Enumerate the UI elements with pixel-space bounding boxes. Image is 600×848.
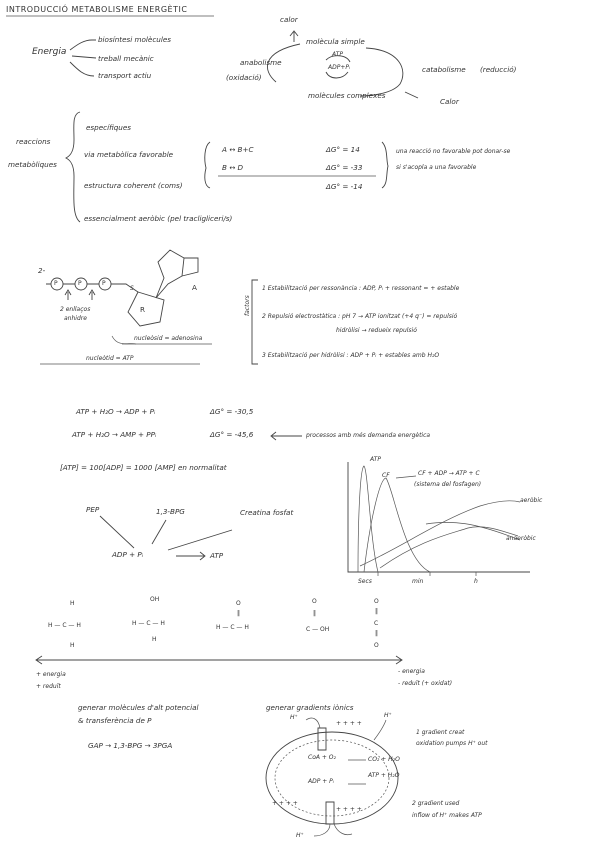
pump-channel	[318, 728, 326, 750]
hydrolysis-reaction-1: ATP + H₂O → ADP + Pᵢ	[76, 407, 156, 416]
pep-label: PEP	[86, 505, 100, 514]
aerobic-curve	[360, 501, 520, 566]
graph-legend: CF + ADP → ATP + C	[418, 470, 480, 477]
hydrolysis-dg-1: ΔG° = -30,5	[210, 407, 254, 416]
reaccions-brace	[66, 112, 80, 222]
molecule-1-top: H	[70, 600, 75, 607]
cf-curve	[364, 478, 430, 572]
adp-curl-arrow	[326, 72, 348, 78]
ribose-ring	[128, 292, 164, 326]
plus-charges-bottom: + + + +	[336, 806, 362, 813]
graph-cf-label: CF	[382, 472, 390, 479]
phosphate-label: P	[102, 280, 106, 287]
anhydride-arrows	[68, 292, 92, 300]
molecule-2-bottom: H	[152, 636, 157, 643]
estabilitat-item: 1 Estabilització per ressonància : ADP, Pᵢ + ressonant = + estable	[262, 285, 460, 292]
molecule-3: H — C — H	[216, 624, 249, 631]
scale-right-label: - energia	[398, 668, 425, 675]
metaboliques-label: metabòliques	[8, 160, 57, 169]
adp-label: ADP+Pᵢ	[328, 64, 351, 71]
bottom-left-line: generar molècules d'alt potencial	[78, 703, 199, 712]
synthase-arrows	[314, 824, 352, 836]
inner-label: CO₂ + H₂O	[368, 756, 400, 763]
h-plus-out: H⁺	[290, 714, 298, 721]
h-plus-bottom: H⁺	[296, 832, 304, 839]
delta-g-total: ΔG° = -14	[326, 182, 363, 191]
a-label: A	[192, 283, 197, 292]
nucleotid-label: nucleòtid = ATP	[86, 355, 134, 362]
bpg-arrow	[152, 520, 166, 544]
molecule-5-bond: ‖	[375, 630, 378, 637]
graph-x-h: h	[474, 578, 478, 585]
graph-x-min: min	[412, 578, 424, 585]
molecule-4-bond: ‖	[313, 610, 316, 617]
molecule-3-bond: ‖	[237, 610, 240, 617]
inner-label: ATP + H₂O	[368, 772, 400, 779]
creatina-arrow	[168, 530, 232, 550]
scale-right-label: - reduït (+ oxidat)	[398, 680, 453, 687]
phosphate-label: P	[78, 280, 82, 287]
molecula-simple: molècula simple	[306, 37, 365, 46]
oxidacio-label: (oxidació)	[226, 73, 262, 82]
s-label: S	[130, 285, 134, 292]
plus-charges-bottom: + + + +	[272, 800, 298, 807]
anaerobic-curve	[380, 527, 518, 568]
molecule-3-top: O	[236, 600, 241, 607]
graph-axes	[348, 462, 530, 572]
nucleoside-bracket	[112, 336, 136, 344]
anhidre-label: 2 enllaços	[60, 306, 91, 313]
hydrolysis-reaction-2: ATP + H₂O → AMP + PPᵢ	[72, 430, 157, 439]
atp-synthase-channel	[326, 802, 334, 824]
energia-label: Energia	[32, 47, 67, 57]
molecule-5-center: C	[374, 620, 379, 627]
page-title: INTRODUCCIÓ METABOLISME ENERGÈTIC	[6, 5, 188, 14]
estabilitat-item: 3 Estabilització per hidròlisi : ADP + Pᵢ + estables amb H₂O	[262, 352, 440, 359]
scale-left-label: + energia	[36, 671, 66, 678]
calor-bottom: Calor	[440, 97, 459, 106]
graph-x-secs: Secs	[358, 578, 372, 585]
reduccio-label: (reducció)	[480, 65, 517, 74]
inner-label: CoA + O₂	[308, 754, 336, 761]
plus-charges: + + + +	[336, 720, 362, 727]
equation-1: A ↔ B+C	[222, 145, 254, 154]
molecule-1: H — C — H	[48, 622, 81, 629]
gradient-note-1: 1 gradient creat	[416, 729, 465, 736]
molecule-1-bottom: H	[70, 642, 75, 649]
energia-arrow-2	[72, 56, 96, 58]
factors-side-label: factors	[244, 295, 251, 316]
charge-label: 2-	[38, 266, 46, 275]
atp-curve	[358, 466, 378, 572]
acoplament-note: una reacció no favorable pot donar-se	[396, 148, 511, 155]
reaccio-item: específiques	[86, 123, 132, 132]
h-plus-right: H⁺	[384, 712, 392, 719]
gradient-note-1: oxidation pumps H⁺ out	[416, 740, 488, 747]
molecule-2: H — C — H	[132, 620, 165, 627]
eq-brace-right	[382, 142, 388, 188]
energia-item: biosíntesi molècules	[98, 35, 172, 44]
scale-left-label: + reduït	[36, 683, 61, 690]
concentration-ratio: [ATP] = 100[ADP] = 1000 [AMP] en normalitat	[60, 463, 227, 472]
reaccio-item: via metabòlica favorable	[84, 150, 174, 159]
delta-g-2: ΔG° = -33	[326, 163, 363, 172]
graph-anaerobic-label: anaeròbic	[506, 535, 536, 542]
equation-2: B ↔ D	[222, 163, 244, 172]
factors-bracket	[252, 280, 258, 364]
molecule-5-bottom: O	[374, 642, 379, 649]
energia-arrow-1	[70, 40, 96, 50]
reaccions-label: reaccions	[16, 137, 51, 146]
atp-product-label: ATP	[210, 551, 224, 560]
adp-pi-label: ADP + Pᵢ	[112, 550, 143, 559]
hydrolysis-dg-2: ΔG° = -45,6	[210, 430, 254, 439]
energia-arrow-3	[70, 62, 94, 76]
r-label: R	[140, 305, 145, 314]
h-out-arrow	[306, 718, 320, 728]
gradient-note-2: 2 gradient used	[412, 800, 460, 807]
estabilitat-item: 2 Repulsió electrostàtica : pH 7 → ATP ionitzat (+4 q⁻) = repulsió	[262, 313, 458, 320]
bottom-left-line: & transferència de P	[78, 716, 152, 725]
energia-item: transport actiu	[98, 71, 152, 80]
graph-ticks	[378, 572, 476, 576]
molecule-2-top: OH	[150, 596, 160, 603]
molecule-5-top: O	[374, 598, 379, 605]
catabolism-arc	[360, 48, 403, 96]
nucleosid-label: nucleòsid = adenosina	[134, 335, 203, 342]
calor-down-arrow	[405, 92, 418, 98]
reaccio-item: essencialment aeròbic (pel tracligliceri/s)	[84, 214, 233, 223]
anhidre-label: anhidre	[64, 315, 87, 322]
phosphate-label: P	[54, 280, 58, 287]
bpg-label: 1,3-BPG	[156, 507, 185, 516]
molecule-4: C — OH	[306, 626, 330, 633]
gradient-note-2: inflow of H⁺ makes ATP	[412, 812, 482, 819]
energia-item: treball mecànic	[98, 54, 154, 63]
eq-brace-left	[205, 142, 210, 188]
bottom-left-chain: GAP → 1,3-BPG → 3PGA	[88, 741, 173, 750]
molecule-4-top: O	[312, 598, 317, 605]
creatina-label: Creatina fosfat	[240, 508, 294, 517]
anabolisme-label: anabolisme	[240, 58, 282, 67]
anhydride-arrowheads	[65, 290, 95, 295]
estabilitat-item: hidròlisi → redueix repulsió	[336, 327, 417, 334]
cf-legend-line	[396, 476, 416, 478]
catabolisme-label: catabolisme	[422, 65, 466, 74]
graph-atp-label: ATP	[370, 456, 381, 463]
graph-legend: (sistema del fosfagen)	[414, 481, 482, 488]
gradient-title: generar gradients iònics	[266, 703, 354, 712]
demand-note: processos amb més demanda energètica	[306, 432, 431, 439]
molecule-5-bond: ‖	[375, 608, 378, 615]
reaccio-item: estructura coherent (coms)	[84, 181, 183, 190]
graph-aerobic-label: aeròbic	[520, 497, 543, 504]
inner-label: ADP + Pᵢ	[308, 778, 334, 785]
delta-g-1: ΔG° = 14	[326, 145, 360, 154]
calor-top: calor	[280, 15, 298, 24]
h-plus-arrow	[374, 720, 386, 740]
acoplament-note: si s'acopla a una favorable	[396, 164, 477, 171]
pep-arrow	[100, 516, 134, 548]
atp-label: ATP	[332, 51, 343, 58]
molecules-complexes: molècules complexes	[308, 91, 386, 100]
